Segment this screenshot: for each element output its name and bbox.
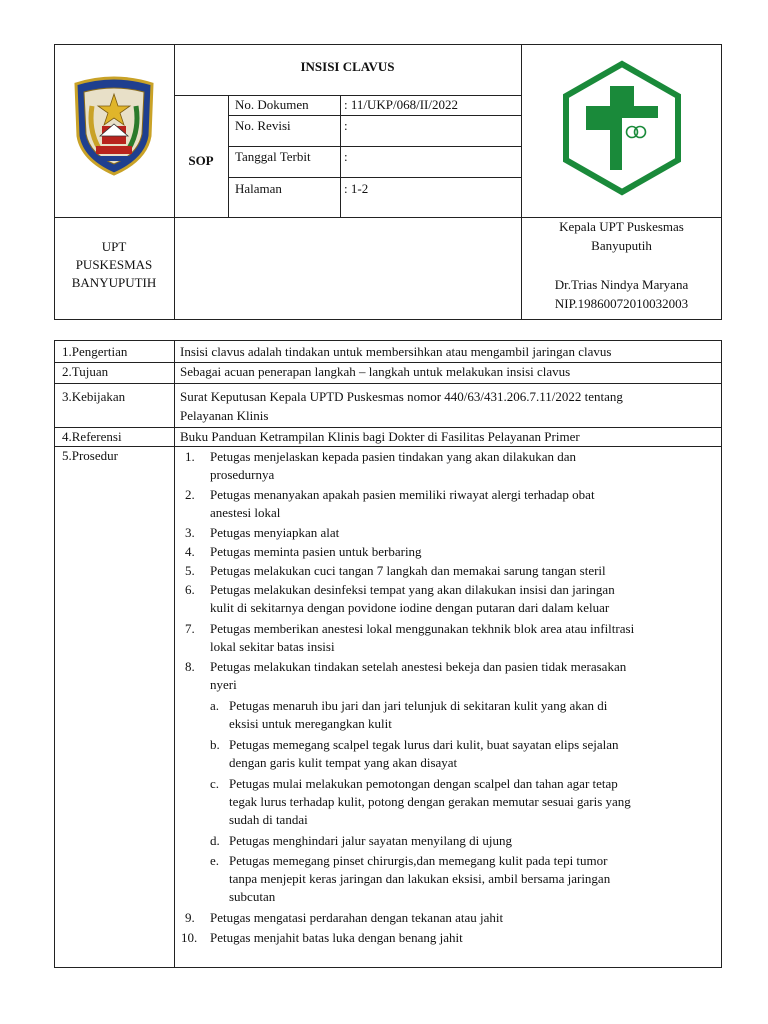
step-text-cont: nyeri [210,677,237,692]
substep-text-cont: eksisi untuk meregangkan kulit [229,716,392,731]
step-text: Petugas melakukan cuci tangan 7 langkah dan memakai sarung tangan steril [210,563,606,578]
substep-letter: c. [210,776,220,791]
row-label-tujuan: 2.Tujuan [62,364,109,379]
step-text-cont: lokal sekitar batas insisi [210,639,335,654]
row-label-prosedur: 5.Prosedur [62,448,118,463]
step-text: Petugas mengatasi perdarahan dengan tekanan atau jahit [210,910,504,925]
step-text: Petugas meminta pasien untuk berbaring [210,544,422,559]
step-text-cont: prosedurnya [210,467,275,482]
row-text-kebijakan-2: Pelayanan Klinis [180,408,269,423]
step-text-cont: anestesi lokal [210,505,281,520]
org-name-line3: BANYUPUTIH [71,275,157,290]
step-text: Petugas melakukan tindakan setelah anestesi bekeja dan pasien tidak merasakan [210,659,627,674]
step-text: Petugas menyiapkan alat [210,525,340,540]
step-text: Petugas memberikan anestesi lokal menggunakan tekhnik blok area atau infiltrasi [210,621,635,636]
substep-text-cont: dengan garis kulit tempat yang akan disayat [229,755,458,770]
row-text-kebijakan-1: Surat Keputusan Kepala UPTD Puskesmas nomor 440/63/431.206.7.11/2022 tentang [180,389,623,404]
step-number: 9. [185,910,195,925]
row-label-referensi: 4.Referensi [62,429,122,444]
step-text: Petugas menanyakan apakah pasien memiliki riwayat alergi terhadap obat [210,487,595,502]
substep-text: Petugas memegang scalpel tegak lurus dari kulit, buat sayatan elips sejalan [229,737,619,752]
document-title: INSISI CLAVUS [300,59,395,74]
field-label-no-revisi: No. Revisi [235,118,291,133]
puskesmas-logo [560,60,684,196]
step-number: 3. [185,525,195,540]
substep-text-cont: sudah di tandai [229,812,308,827]
step-number: 5. [185,563,195,578]
org-name-line2: PUSKESMAS [75,257,153,272]
substep-text: Petugas memegang pinset chirurgis,dan memegang kulit pada tepi tumor [229,853,608,868]
substep-text-cont: tanpa menjepit keras jaringan dan lakukan eksisi, ambil bersama jaringan [229,871,611,886]
step-text-cont: kulit di sekitarnya dengan povidone iodine dengan putaran dari dalam keluar [210,600,610,615]
signer-name: Dr.Trias Nindya Maryana [554,277,689,292]
signer-nip: NIP.19860072010032003 [554,296,689,311]
row-text-tujuan: Sebagai acuan penerapan langkah – langkah untuk melakukan insisi clavus [180,364,571,379]
field-value-halaman: : 1-2 [344,181,369,196]
row-text-referensi: Buku Panduan Ketrampilan Klinis bagi Dokter di Fasilitas Pelayanan Primer [180,429,580,444]
substep-text: Petugas menghindari jalur sayatan menyilang di ujung [229,833,513,848]
field-label-tanggal-terbit: Tanggal Terbit [235,149,311,164]
step-text: Petugas menjelaskan kepada pasien tindakan yang akan dilakukan dan [210,449,577,464]
regional-crest-logo [70,76,158,176]
substep-text: Petugas menaruh ibu jari dan jari telunjuk di sekitaran kulit yang akan di [229,698,608,713]
row-text-pengertian: Insisi clavus adalah tindakan untuk membersihkan atau mengambil jaringan clavus [180,344,612,359]
step-number: 6. [185,582,195,597]
substep-letter: a. [210,698,220,713]
org-name-line1: UPT [101,239,127,254]
substep-letter: e. [210,853,220,868]
row-label-kebijakan: 3.Kebijakan [62,389,126,404]
field-value-no-revisi: : [344,118,348,133]
substep-text-cont: subcutan [229,889,276,904]
step-number: 1. [185,449,195,464]
field-label-halaman: Halaman [235,181,282,196]
sop-label: SOP [188,153,214,168]
field-value-tanggal-terbit: : [344,149,348,164]
step-number: 8. [185,659,195,674]
step-text: Petugas menjahit batas luka dengan benang jahit [210,930,463,945]
field-label-no-dokumen: No. Dokumen [235,97,309,112]
step-text: Petugas melakukan desinfeksi tempat yang akan dilakukan insisi dan jaringan [210,582,615,597]
step-number: 10. [181,930,198,945]
step-number: 4. [185,544,195,559]
substep-text: Petugas mulai melakukan pemotongan dengan scalpel dan tahan agar tetap [229,776,618,791]
field-value-no-dokumen: : 11/UKP/068/II/2022 [344,97,458,112]
substep-text-cont: tegak lurus terhadap kulit, potong dengan gerakan memutar sesuai garis yang [229,794,631,809]
row-label-pengertian: 1.Pengertian [62,344,128,359]
step-number: 2. [185,487,195,502]
signer-role-line1: Kepala UPT Puskesmas [559,219,684,234]
substep-letter: d. [210,833,220,848]
signer-role-line2: Banyuputih [591,238,652,253]
substep-letter: b. [210,737,220,752]
step-number: 7. [185,621,195,636]
